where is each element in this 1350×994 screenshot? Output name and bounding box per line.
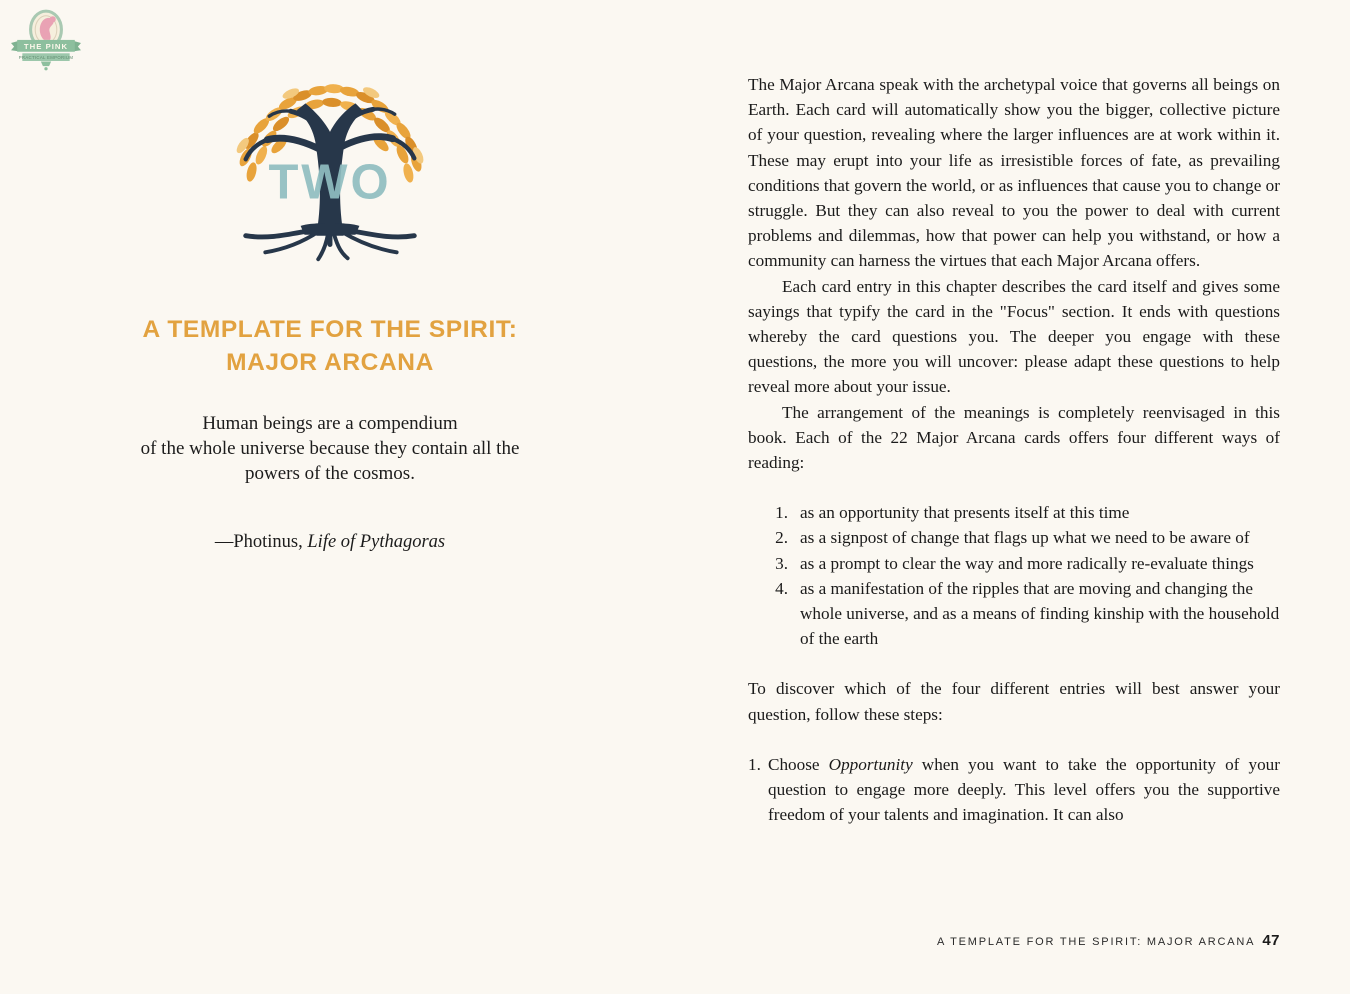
logo-ribbon-left-tail <box>11 41 18 51</box>
chapter-tree-illustration <box>232 78 428 266</box>
epigraph-line: powers of the cosmos. <box>245 463 415 484</box>
chapter-title <box>105 313 555 379</box>
list-item-number: 3. <box>775 553 788 573</box>
logo-subtitle: PRACTICAL EMPORIUM <box>18 54 74 60</box>
step-text-keyword: Opportunity <box>828 754 913 774</box>
step-item-1 <box>748 752 1280 828</box>
step-text-post: when you want to take the opportunity of your question to engage more deeply. This level offers you the supportive freedom of your talents and imagination. It can also <box>768 754 1281 825</box>
chapter-title-line2: MAJOR ARCANA <box>226 349 434 376</box>
logo-ribbon-tassel-dot <box>44 67 47 70</box>
logo-title: THE PINK <box>23 41 69 51</box>
step-text-pre: Choose <box>768 754 829 774</box>
logo-ribbon-tassel <box>41 62 51 67</box>
left-page <box>105 0 555 994</box>
publisher-logo-icon <box>10 8 82 78</box>
chapter-number-word: TWO <box>268 155 392 210</box>
steps-intro-paragraph: To discover which of the four different entries will best answer your question, follow these steps: <box>748 679 1280 724</box>
page-number: 47 <box>1262 932 1280 949</box>
list-item-number: 2. <box>775 528 788 548</box>
epigraph <box>105 411 555 486</box>
right-page <box>748 72 1280 827</box>
attribution-author: —Photinus, <box>214 532 308 552</box>
step-number: 1. <box>748 754 761 774</box>
logo-pink-figure-head <box>50 16 56 22</box>
body-paragraph-1: The Major Arcana speak with the archetypal voice that governs all beings on Earth. Each card will automatically show you the bigger, collective picture of your question, revealing where the larger influences are at work within it. These may erupt into your life as irresistible forces of fate, as prevailing conditions that govern the world, or as influences that cause you to change or struggle. But they can also reveal to you the power to deal with current problems and dilemmas, how that power can help you withstand, or how a community can harness the virtues that each Major Arcana offers. <box>748 75 1280 271</box>
list-item-text: as a manifestation of the ripples that are moving and changing the whole universe, and as a means of finding kinship with the household of the earth <box>800 578 1280 649</box>
step-text <box>768 752 1280 828</box>
list-item <box>748 551 1280 576</box>
body-paragraph-3: The arrangement of the meanings is completely reenvisaged in this book. Each of the 22 Major Arcana cards offers four different ways of reading: <box>748 402 1280 473</box>
epigraph-line: Human beings are a compendium <box>202 413 458 434</box>
chapter-title-line1: A TEMPLATE FOR THE SPIRIT: <box>142 316 518 343</box>
list-item-text: as an opportunity that presents itself at this time <box>800 503 1130 523</box>
list-item-number: 1. <box>775 503 788 523</box>
running-title: A TEMPLATE FOR THE SPIRIT: MAJOR ARCANA <box>936 936 1256 948</box>
logo-ribbon-right-tail <box>74 41 81 51</box>
list-item-text: as a prompt to clear the way and more radically re-evaluate things <box>800 553 1254 573</box>
list-item-text: as a signpost of change that flags up what we need to be aware of <box>800 528 1250 548</box>
list-item <box>748 525 1280 550</box>
body-paragraph-2: Each card entry in this chapter describes the card itself and gives some sayings that typify the card in the "Focus" section. It ends with questions whereby the card questions you. The deeper you engage with these questions, the more you will uncover: please adapt these questions to help reveal more about your issue. <box>748 276 1280 397</box>
tree-root-mound <box>301 223 360 235</box>
attribution-work-title: Life of Pythagoras <box>307 532 446 552</box>
publisher-logo-graphic <box>10 8 82 78</box>
tree-icon <box>232 78 428 266</box>
list-item <box>748 576 1280 652</box>
list-item-number: 4. <box>775 578 788 598</box>
list-item <box>748 500 1280 525</box>
running-footer <box>748 932 1280 949</box>
epigraph-attribution <box>105 532 555 553</box>
epigraph-line: of the whole universe because they contain all the <box>140 438 520 459</box>
readings-list <box>748 500 1280 651</box>
